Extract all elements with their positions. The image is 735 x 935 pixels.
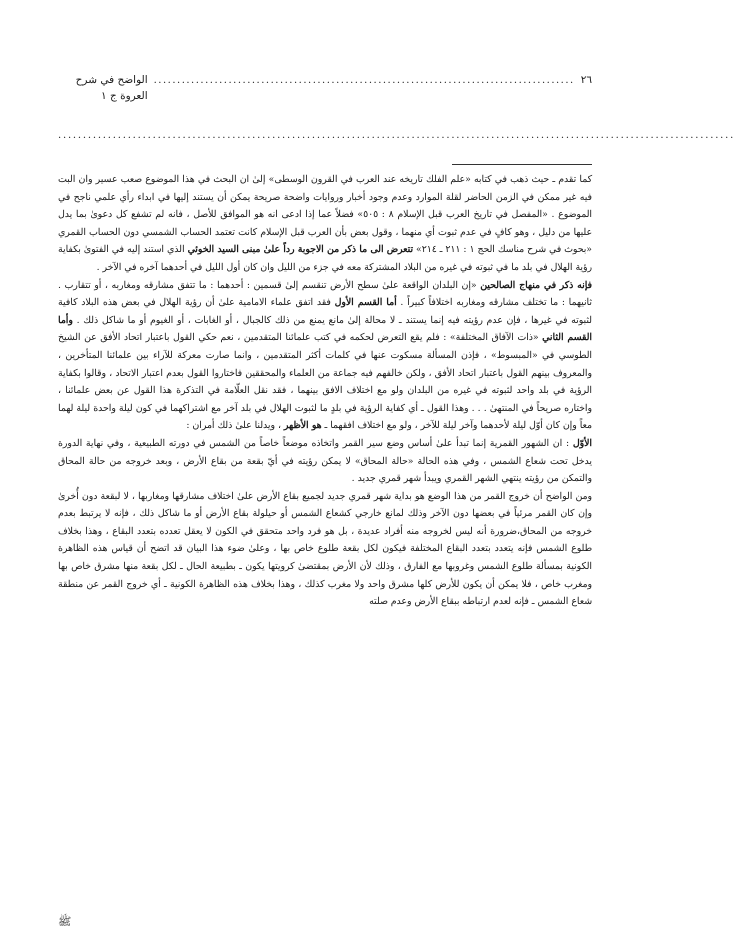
p1-text-b: فقد اتفق علماء الامامية علىٰ أن رؤية الهلال في بعض هذه البلاد كافية لثبوته في غيرها ، فإن عدم رؤيته فيه إنما يستند ـ لا محالة إلىٰ مانع يمنع من ذلك كالجبال ، أو الغابات ، أو الغيوم أو ما شاكل ذلك .	[58, 297, 592, 326]
p1-text-c: «ذات الآفاق المختلفة» : فلم يقع التعرض لحكمه في كتب علمائنا المتقدمين ، نعم حكي القول باعتبار اتحاد الأفق عن الشيخ الطوسي في «المبسوط» ، فإذن المسألة مسكوت عنها في كلمات أكثر المتقدمين ، وانما صارت معركة للآراء بين علمائنا المتأخرين ، والمعروف بينهم القول باعتبار اتحاد الأفق ، ولكن خالفهم فيه جماعة من العلماء والمحققين فاختاروا القول بعدم اعتبار الاتحاد ، وقالوا بكفاية الرؤية في بلد واحد لثبوته في غيره من البلدان ولو مع اختلاف الافق بينهما ، فقد نقل العلّامة في التذكرة هذا القول عن بعض علمائنا ، واختاره صريحاً في المنتهىٰ . . . وهذا القول ـ أي كفاية الرؤية في بلدٍ ما لثبوت الهلال في بلد آخر مع اشتراكهما في كون ليلة واحدة ليلة لهما معاً وإن كان أوّل ليلة لأحدهما وآخر ليلة للآخر ، ولو مع اختلاف افقهما ـ	[58, 332, 592, 432]
p1-text-d: ، ويدلنا علىٰ ذلك أمران :	[186, 420, 281, 432]
page-number: ٢٦	[580, 74, 592, 86]
running-title: الواضح في شرح العروة ج ١	[75, 74, 148, 102]
footnote-bold-phrase: تتعرض الى ما ذكر من الاجوبة رداً علىٰ مبنى السيد الخوئي	[187, 244, 414, 256]
dotted-separator: ........................................................................................................................................	[58, 130, 735, 141]
p2-text: : ان الشهور القمرية إنما تبدأ علىٰ أساس وضع سير القمر واتخاذه موضعاً خاصاً من الشمس في دورته الطبيعية ، وفي نهاية الدورة يدخل تحت شعاع الشمس ، وفي هذه الحالة «حالة المحاق» لا يمكن رؤيته في أيّ بقعة من بقاع الأرض ، وبعد خروجه من حالة المحاق والتمكن من رؤيته ينتهي الشهر القمري ويبدأ شهر قمري جديد .	[58, 437, 592, 485]
p1-opening: فإنه ذكر	[559, 279, 593, 291]
footnote-text-1: كما تقدم ـ حيث ذهب في كتابه «علم الفلك تاريخه عند العرب في القرون الوسطى» إلىٰ ان البحث في هذا الموضوع صعب عسير وان البت فيه غير ممكن في الزمن الحاضر لقلة الموارد وعدم وجود أخبار وروايات واضحة صريحة يمكن أن يستند إليها في ابداء رأي علمي ناجح في الموضوع . «المفصل في تاريخ العرب قبل الإسلام ٨ : ٥٠٥» فضلاً عما إذا ادعى انه هو الموافق للأصل ، فانه لم تشفع كل دعوىٰ بما يدل عليها من دليل ، وهو كافٍ في عدم ثبوت أي منهما ، وقول بعض بأن العرب قبل الإسلام كانت تعتمد الحساب الشمسي دون الحساب القمري «بحوث في شرح مناسك الحج ١ : ٢١١ ـ ٢١٤»	[58, 174, 593, 256]
header-leader-dots: ..........................................................................................	[153, 75, 575, 86]
main-text	[58, 277, 592, 611]
footnote-rule	[452, 164, 592, 165]
footnote-text-2: الذي استند إليه في الفتوىٰ بكفاية رؤية الهلال في بلد ما في ثبوته في غيره من البلاد المشتركة معه في جزء من الليل وان كان أول الليل في أحدهما آخره في الآخر .	[58, 244, 592, 273]
second-section-label: وأما القسم الثاني	[58, 314, 592, 344]
page	[58, 72, 735, 611]
paragraph-3	[58, 488, 592, 611]
paragraph-2	[58, 435, 592, 488]
running-header	[58, 72, 592, 104]
catchword-mark: ﷺ	[58, 915, 72, 928]
paragraph-1	[58, 277, 592, 435]
book-title: في منهاج الصالحين	[480, 279, 557, 291]
footnote-block	[58, 171, 592, 277]
most-apparent-label: هو الأظهر	[283, 420, 322, 432]
p3-text: ومن الواضح أن خروج القمر من هذا الوضع هو بداية شهر قمري جديد لجميع بقاع الأرض علىٰ اختلاف مشارقها ومغاربها ، لا لبقعة دون أُخرىٰ وإن كان القمر مرئياً في بعضها دون الآخر وذلك لمانع خارجي كشعاع الشمس أو حيلولة بقاع الأرض أو ما شاكل ذلك ، فإنه لا يرتبط بعدم خروجه من المحاق،ضرورة أنه ليس لخروجه منه أفراد عديدة ، بل هو فرد واحد متحقق في الكون لا يعقل تعدده بتعدد البقاع ، وهذا بخلاف طلوع الشمس فإنه يتعدد بتعدد البقاع المختلفة فيكون لكل بقعة طلوع خاص بها ، وعلىٰ ضوء هذا البيان قد اتضح أن قياس هذه الظاهرة الكونية بمسألة طلوع الشمس وغروبها مع الفارق ، وذلك لأن الأرض بمقتضىٰ كرويتها يكون ـ بطبيعة الحال ـ لكل بقعة منها مشرق خاص بها ومغرب خاص ، فلا يمكن أن يكون للأرض كلها مشرق واحد ولا مغرب كذلك ، وهذا بخلاف هذه الظاهرة الكونية ـ أي خروج القمر عن منطقة شعاع الشمس ـ فإنه لعدم ارتباطه ببقاع الأرض وعدم صلته	[58, 490, 592, 608]
first-section-label: أما القسم الأول	[334, 297, 397, 309]
p1-text-a: «إن البلدان الواقعة علىٰ سطح الأرض تنقسم إلىٰ قسمين : أحدهما : ما تتفق مشارقه ومغاربه ، أو تتقارب . ثانيهما : ما تختلف مشارقه ومغاربه اختلافاً كبيراً .	[58, 279, 592, 309]
first-reason-label: الأوّل	[572, 437, 592, 449]
